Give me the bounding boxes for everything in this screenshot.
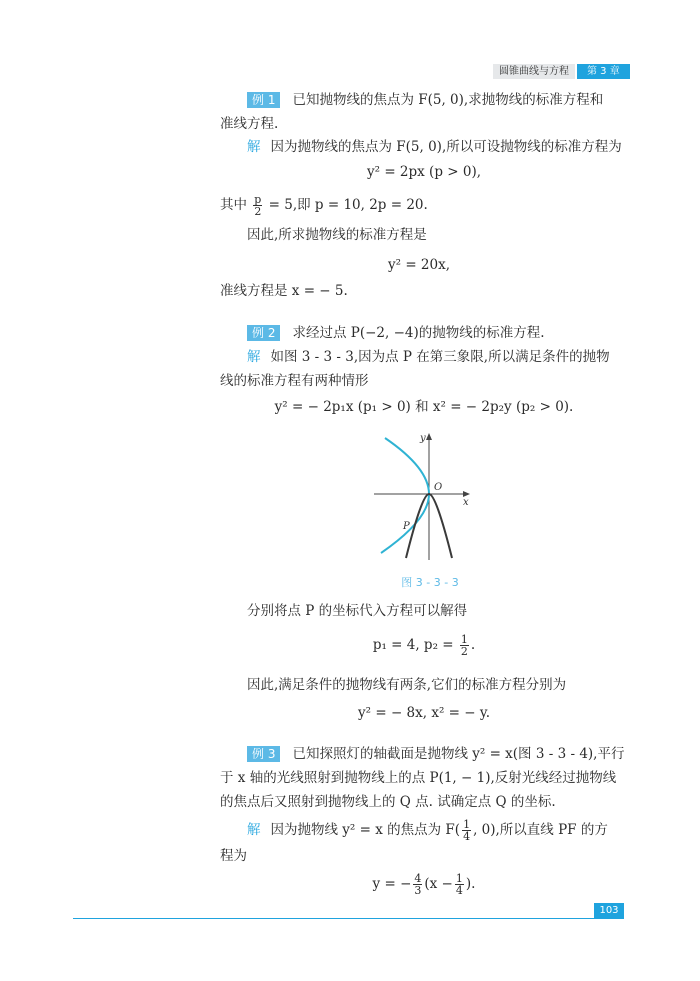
solution-label: 解 xyxy=(247,822,261,838)
example3-solution-cont: 程为 xyxy=(220,848,247,864)
example1-directrix: 准线方程是 x = − 5. xyxy=(220,283,348,299)
fraction: $\frac{p}{2}$ xyxy=(254,193,262,218)
example1-eq2: y² = 20x, xyxy=(388,257,451,273)
header-topic: 圆锥曲线与方程 xyxy=(493,64,575,79)
x-axis-label: x xyxy=(463,497,469,508)
example2-result: p₁ = 4, p₂ = $\frac{1}{2}$ . xyxy=(372,633,476,658)
page-number: 103 xyxy=(594,903,624,919)
example3-problem-cont2: 的焦点后又照射到抛物线上的 Q 点. 试确定点 Q 的坐标. xyxy=(220,794,556,810)
example2-eq1: y² = − 2p₁x (p₁ > 0) 和 x² = − 2p₂y (p₂ > 0). xyxy=(274,399,574,415)
example1-problem-cont: 准线方程. xyxy=(220,116,279,132)
example1-problem: 例 1 已知抛物线的焦点为 F(5, 0),求抛物线的标准方程和 xyxy=(247,91,655,109)
fraction: $\frac{1}{2}$ xyxy=(460,633,468,658)
fraction: $\frac{1}{4}$ xyxy=(463,818,471,843)
figure-caption: 图 3 - 3 - 3 xyxy=(401,576,459,589)
footer-rule xyxy=(73,918,594,919)
example3-badge: 例 3 xyxy=(247,746,280,762)
running-header xyxy=(493,64,630,79)
example3-solution: 解 因为抛物线 y² = x 的焦点为 F( $\frac{1}{4}$ , 0),所以直线 PF 的方 xyxy=(247,818,608,843)
example2-solution: 解 如图 3 - 3 - 3,因为点 P 在第三象限,所以满足条件的抛物 xyxy=(247,349,610,365)
point-p-label: P xyxy=(403,521,410,532)
example1-conclusion: 因此,所求抛物线的标准方程是 xyxy=(247,227,427,243)
example3-eq: y = − $\frac{4}{3}$ (x − $\frac{1}{4}$ ). xyxy=(372,872,476,897)
figure-3-3-3 xyxy=(360,428,490,573)
example1-badge: 例 1 xyxy=(247,92,280,108)
example2-problem: 例 2 求经过点 P(−2, −4)的抛物线的标准方程. xyxy=(247,324,655,342)
y-axis-label: y xyxy=(420,433,426,444)
example3-problem: 例 3 已知探照灯的轴截面是抛物线 y² = x(图 3 - 3 - 4),平行 xyxy=(247,745,655,763)
example3-problem-cont1: 于 x 轴的光线照射到抛物线上的点 P(1, − 1),反射光线经过抛物线 xyxy=(220,770,617,786)
fraction: $\frac{4}{3}$ xyxy=(414,872,422,897)
example2-solution-cont: 线的标准方程有两种情形 xyxy=(220,373,369,389)
example1-solution: 解 因为抛物线的焦点为 F(5, 0),所以可设抛物线的标准方程为 xyxy=(247,139,622,155)
header-chapter: 第 3 章 xyxy=(577,64,630,79)
solution-label: 解 xyxy=(247,349,261,365)
origin-label: O xyxy=(434,482,443,493)
example2-eq2: y² = − 8x, x² = − y. xyxy=(358,705,490,721)
example2-badge: 例 2 xyxy=(247,325,280,341)
fraction: $\frac{1}{4}$ xyxy=(455,872,463,897)
solution-label: 解 xyxy=(247,139,261,155)
example2-conclusion: 因此,满足条件的抛物线有两条,它们的标准方程分别为 xyxy=(247,677,567,693)
example2-substitute: 分别将点 P 的坐标代入方程可以解得 xyxy=(247,603,468,619)
example1-p-line: 其中 $\frac{p}{2}$ = 5,即 p = 10, 2p = 20. xyxy=(220,193,428,218)
example1-eq1: y² = 2px (p > 0), xyxy=(366,164,482,180)
